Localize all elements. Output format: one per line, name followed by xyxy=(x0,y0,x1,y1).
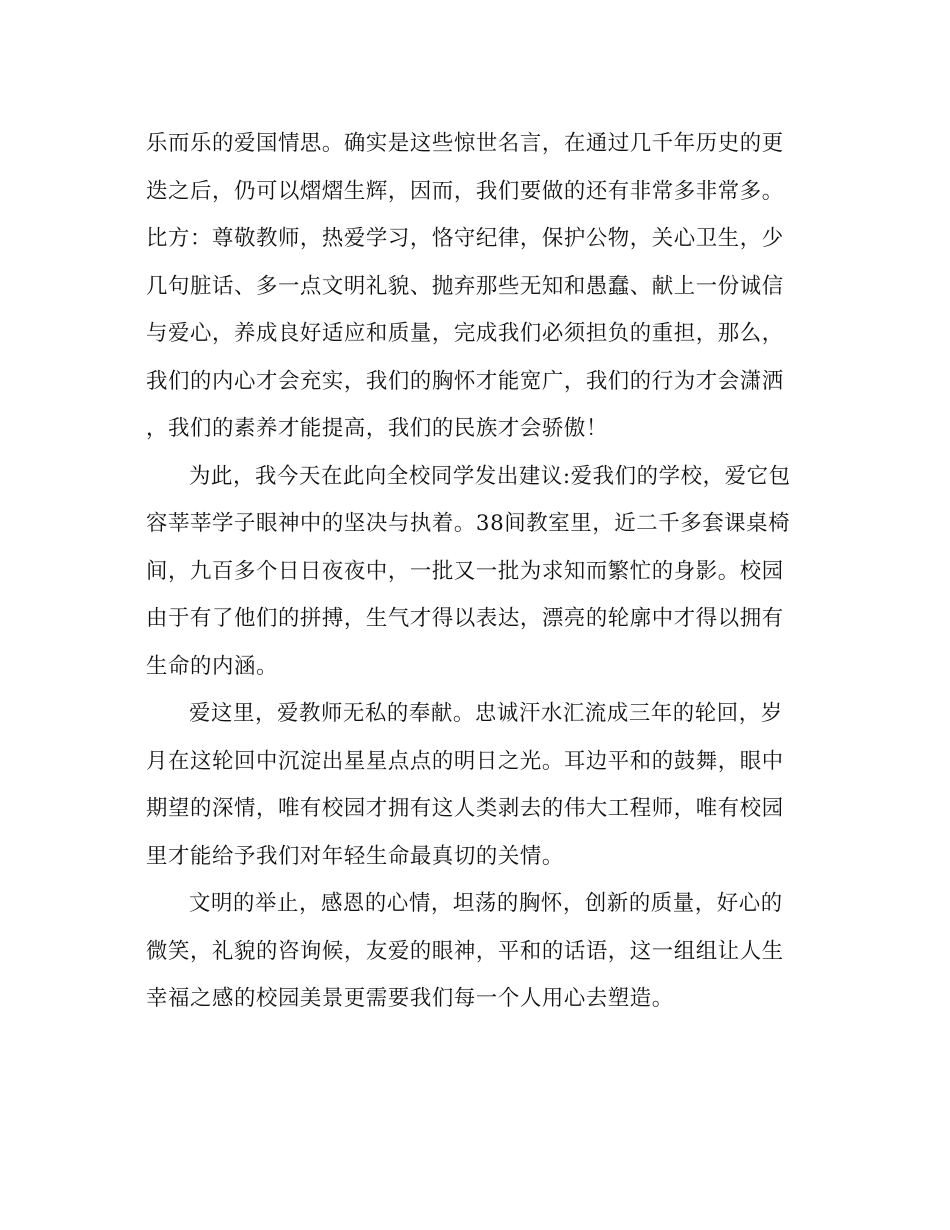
paragraph-2: 为此，我今天在此向全校同学发出建议:爱我们的学校，爱它包容莘莘学子眼神中的坚决与执着。38间教室里，近二千多套课桌椅间，九百多个日日夜夜中，一批又一批为求知而繁忙的身影。校园由于有了他们的拼搏，生气才得以表达，漂亮的轮廓中才得以拥有生命的内涵。 xyxy=(146,463,791,679)
paragraph-4: 文明的举止，感恩的心情，坦荡的胸怀，创新的质量，好心的微笑，礼貌的咨询候，友爱的眼神，平和的话语，这一组组让人生幸福之感的校园美景更需要我们每一个人用心去塑造。 xyxy=(146,891,784,1011)
paragraph-1: 乐而乐的爱国情思。确实是这些惊世名言，在通过几千年历史的更迭之后，仍可以熠熠生辉，因而，我们要做的还有非常多非常多。比方：尊敬教师，热爱学习，恪守纪律，保护公物，关心卫生，少几句脏话、多一点文明礼貌、抛弃那些无知和愚蠢、献上一份诚信与爱心，养成良好适应和质量，完成我们必须担负的重担，那么，我们的内心才会充实，我们的胸怀才能宽广，我们的行为才会潇洒，我们的素养才能提高，我们的民族才会骄傲！ xyxy=(146,131,784,441)
paragraph-3: 爱这里，爱教师无私的奉献。忠诚汗水汇流成三年的轮回，岁月在这轮回中沉淀出星星点点的明日之光。耳边平和的鼓舞，眼中期望的深情，唯有校园才拥有这人类剥去的伟大工程师，唯有校园里才能给予我们对年轻生命最真切的关情。 xyxy=(146,701,784,869)
document-body xyxy=(146,120,802,1023)
